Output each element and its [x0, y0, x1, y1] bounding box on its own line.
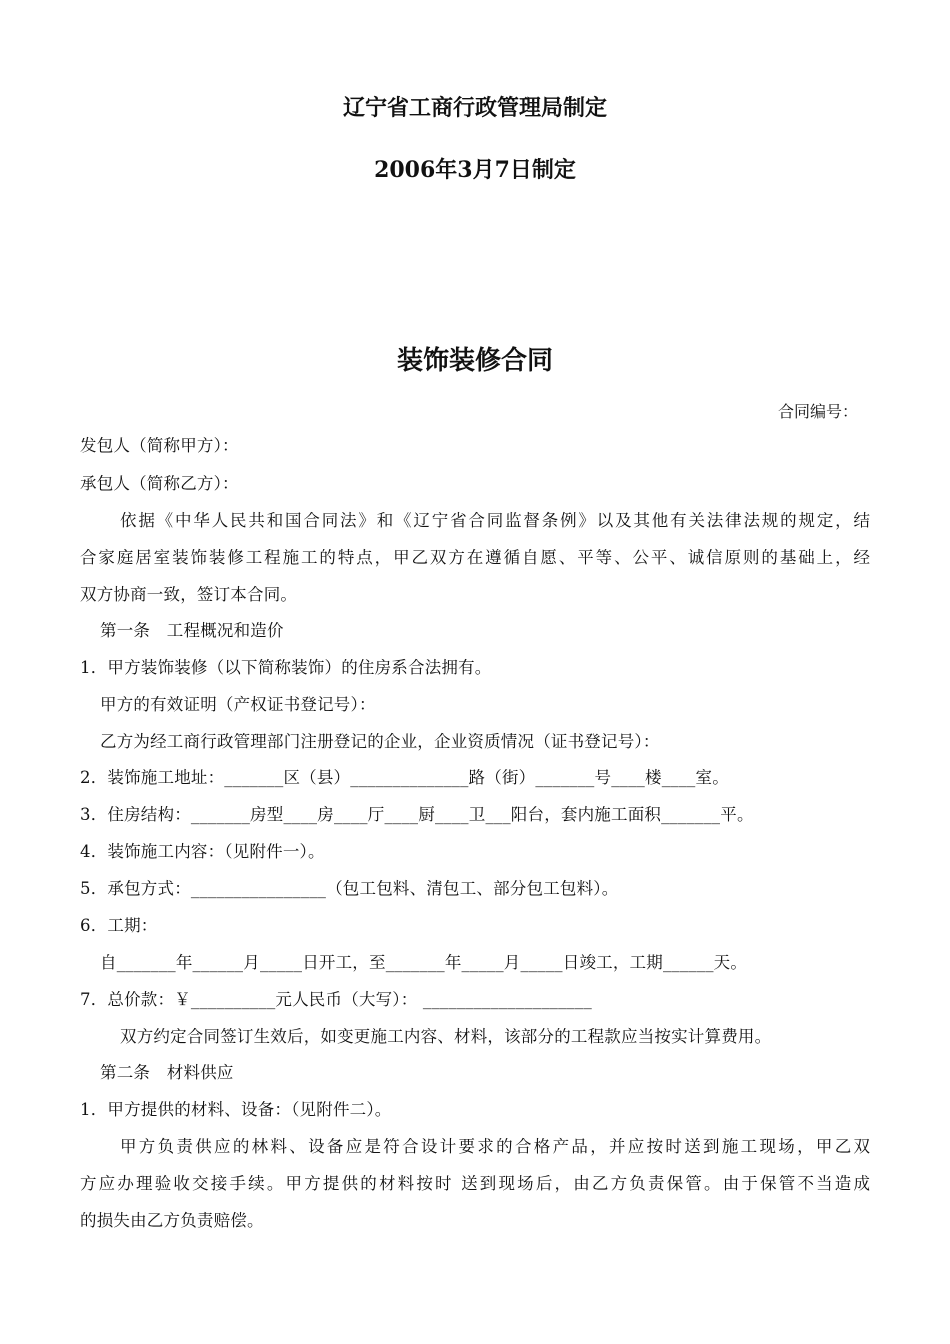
article-1-item-6: 6．工期：	[80, 916, 158, 935]
article-1-item-1-qualification: 乙方为经工商行政管理部门注册登记的企业，企业资质情况（证书登记号）：	[100, 732, 660, 751]
contract-number-label: 合同编号：	[777, 402, 858, 421]
article-1-item-1-proof: 甲方的有效证明（产权证书登记号）：	[100, 695, 376, 714]
article-1-item-1: 1．甲方装饰装修（以下简称装饰）的住房系合法拥有。	[80, 658, 492, 677]
article-2-heading: 第二条 材料供应	[100, 1063, 234, 1082]
contract-title: 装饰装修合同	[396, 346, 553, 376]
issuer-heading: 辽宁省工商行政管理局制定	[342, 95, 607, 121]
article-1-heading: 第一条 工程概况和造价	[100, 621, 284, 640]
article-2-para-line-3: 的损失由乙方负责赔偿。	[80, 1211, 264, 1230]
article-1-item-2: 2．装饰施工地址：_______区（县）______________路（街）_______号____楼____室。	[80, 768, 729, 787]
preamble-line-1: 依据《中华人民共和国合同法》和《辽宁省合同监督条例》以及其他有关法律法规的规定，结	[120, 511, 870, 530]
article-2-para-line-1: 甲方负责供应的林料、设备应是符合设计要求的合格产品，并应按时送到施工现场，甲乙双	[120, 1137, 870, 1156]
article-1-item-6-period: 自_______年______月_____日开工，至_______年_____月_____日竣工，工期______天。	[100, 953, 748, 972]
preamble-line-3: 双方协商一致，签订本合同。	[80, 585, 298, 604]
article-2-para-line-2: 方应办理验收交接手续。甲方提供的材料按时 送到现场后，由乙方负责保管。由于保管不当造成	[80, 1174, 870, 1193]
article-1-item-4: 4．装饰施工内容：（见附件一）。	[80, 842, 325, 861]
article-2-item-1: 1．甲方提供的材料、设备：（见附件二）。	[80, 1100, 392, 1119]
issue-date-heading: 2006年3月7日制定	[374, 157, 576, 183]
preamble-line-2: 合家庭居室装饰装修工程施工的特点，甲乙双方在遵循自愿、平等、公平、诚信原则的基础上，经	[80, 548, 870, 567]
article-1-item-3: 3．住房结构：_______房型____房____厅____厨____卫___阳台，套内施工面积_______平。	[80, 805, 754, 824]
article-1-item-5: 5．承包方式：________________（包工包料、清包工、部分包工包料）。	[80, 879, 619, 898]
party-b-line: 承包人（简称乙方）：	[80, 474, 239, 493]
party-a-line: 发包人（简称甲方）：	[80, 436, 239, 455]
article-1-item-7: 7．总价款：￥__________元人民币（大写）： ____________________	[80, 990, 592, 1009]
article-1-item-7-note: 双方约定合同签订生效后，如变更施工内容、材料，该部分的工程款应当按实计算费用。	[120, 1027, 772, 1046]
